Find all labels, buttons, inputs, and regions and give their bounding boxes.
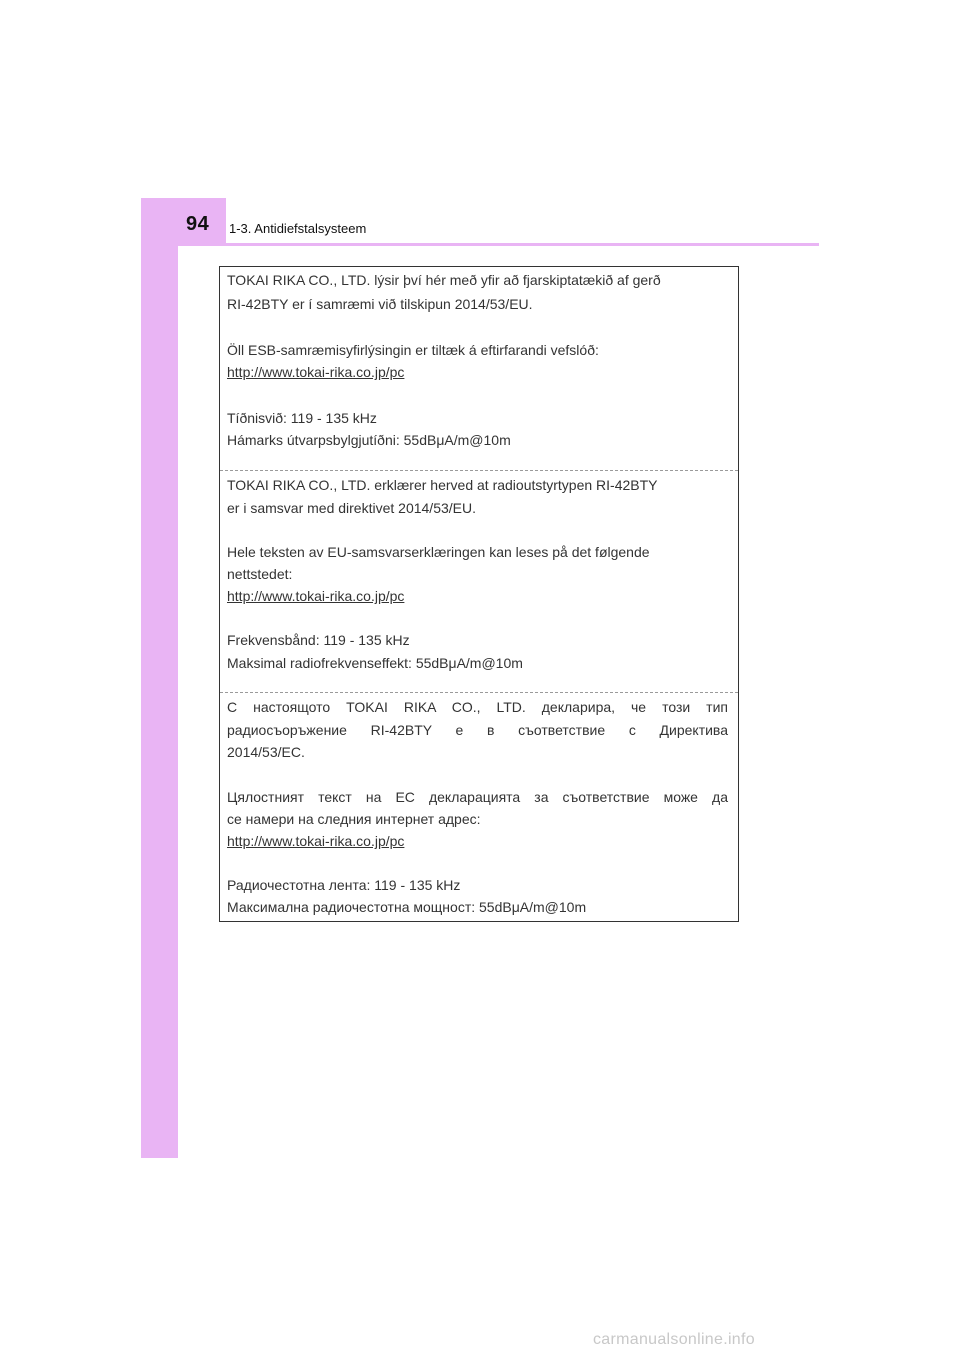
- side-color-band: [141, 198, 178, 1158]
- bulgarian-line-4: Цялостният текст на ЕС декларацията за съответствие може да: [227, 789, 728, 805]
- site-watermark: carmanualsonline.info: [593, 1331, 755, 1348]
- norwegian-line-6: Maksimal radiofrekvenseffekt: 55dBμA/m@10m: [227, 655, 523, 671]
- norwegian-line-5: Frekvensbånd: 119 - 135 kHz: [227, 632, 410, 648]
- header-rule: [141, 243, 819, 246]
- norwegian-line-2: er i samsvar med direktivet 2014/53/EU.: [227, 500, 476, 516]
- bulgarian-line-2: радиосъоръжение RI-42BTY е в съответствие с Директива: [227, 722, 728, 738]
- icelandic-line-1: TOKAI RIKA CO., LTD. lýsir því hér með yfir að fjarskiptatækið af gerð: [227, 272, 661, 288]
- section-title: 1-3. Antidiefstalsysteem: [229, 221, 367, 236]
- section-divider: [220, 470, 738, 471]
- bulgarian-line-5: се намери на следния интернет адрес:: [227, 811, 481, 827]
- icelandic-line-4: Tíðnisvið: 119 - 135 kHz: [227, 410, 377, 426]
- page-number: 94: [186, 213, 210, 235]
- bulgarian-line-1: С настоящото TOKAI RIKA CO., LTD. декларира, че този тип: [227, 699, 728, 715]
- icelandic-line-5: Hámarks útvarpsbylgjutíðni: 55dBμA/m@10m: [227, 432, 511, 448]
- norwegian-line-3: Hele teksten av EU-samsvarserklæringen kan leses på det følgende: [227, 544, 650, 560]
- icelandic-line-2: RI-42BTY er í samræmi við tilskipun 2014/53/EU.: [227, 296, 533, 312]
- bulgarian-line-7: Максимална радиочестотна мощност: 55dBμA/m@10m: [227, 899, 587, 915]
- bulgarian-line-6: Радиочестотна лента: 119 - 135 kHz: [227, 877, 461, 893]
- norwegian-link[interactable]: http://www.tokai-rika.co.jp/pc: [227, 588, 405, 604]
- bulgarian-line-3: 2014/53/ЕС.: [227, 744, 305, 760]
- icelandic-line-3: Öll ESB-samræmisyfirlýsingin er tiltæk á eftirfarandi vefslóð:: [227, 342, 599, 358]
- page-number-tab: [141, 198, 226, 244]
- norwegian-line-4: nettstedet:: [227, 566, 293, 582]
- icelandic-link[interactable]: http://www.tokai-rika.co.jp/pc: [227, 364, 405, 380]
- regulatory-notice-box: [219, 266, 739, 922]
- bulgarian-link[interactable]: http://www.tokai-rika.co.jp/pc: [227, 833, 405, 849]
- norwegian-line-1: TOKAI RIKA CO., LTD. erklærer herved at radioutstyrtypen RI-42BTY: [227, 477, 658, 493]
- section-divider: [220, 692, 738, 693]
